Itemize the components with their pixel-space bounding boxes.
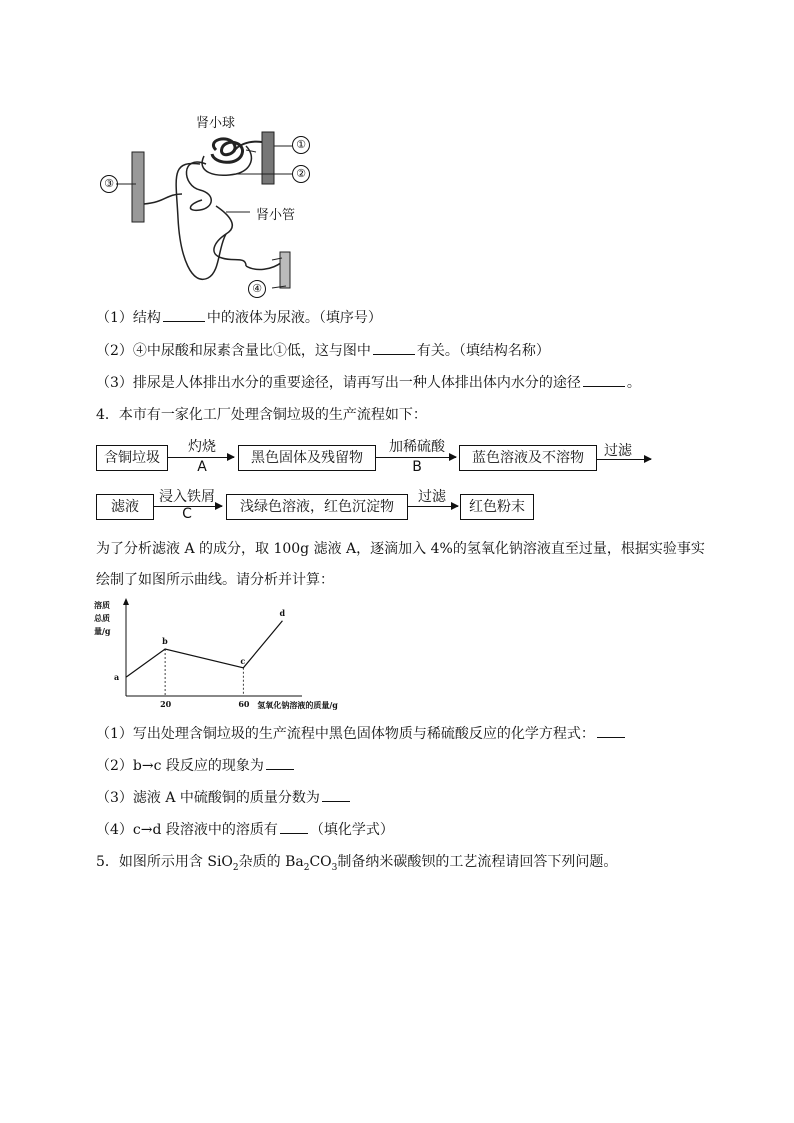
chart-point-label: b: [162, 636, 168, 646]
flow-box-green-solution: 浅绿色溶液，红色沉淀物: [226, 494, 408, 520]
q3-item-3-post: 。: [626, 375, 641, 391]
flow-box-red-powder: 红色粉末: [460, 494, 534, 520]
tubule-label: 肾小管: [256, 208, 296, 223]
q5-text-1: 5．如图所示用含 SiO: [96, 854, 233, 870]
answer-blank[interactable]: [280, 821, 308, 834]
q3-item-2: [96, 342, 550, 360]
flow-box-copper-waste: 含铜垃圾: [96, 445, 168, 471]
chart-point-label: d: [279, 607, 286, 618]
q4-intro-2: 绘制了如图所示曲线。请分析并计算：: [96, 572, 334, 588]
chart-ylabel: [94, 600, 111, 636]
nephron-diagram: [96, 108, 336, 298]
q3-item-1: [96, 309, 382, 327]
q3-item-2-pre: （2）④中尿酸和尿素含量比①低，这与图中: [96, 343, 371, 359]
flow-box-black-solid: 黑色固体及残留物: [238, 445, 376, 471]
marker-2: ②: [292, 165, 310, 183]
q5-sub-2: 2: [303, 862, 310, 873]
q3-item-1-post: 中的液体为尿液。（填序号）: [206, 310, 382, 326]
chart-svg: [92, 596, 338, 714]
flow-step-c: 浸入铁屑: [159, 489, 215, 505]
flow-step-a-letter: A: [197, 459, 207, 475]
marker-1: ①: [292, 136, 310, 154]
answer-blank[interactable]: [583, 374, 625, 387]
flow-arrow: [168, 457, 234, 458]
chart-axes: [123, 598, 302, 696]
chart-series-line: [126, 621, 282, 677]
chart-ylabel-line: 溶质: [94, 600, 110, 610]
chart-x-tick-label: 20: [160, 699, 172, 709]
q5-text-3: CO: [309, 854, 332, 870]
chart-point-label: a: [114, 672, 120, 683]
flow-step-c-letter: C: [182, 506, 192, 522]
answer-blank[interactable]: [322, 789, 350, 802]
q4-item-2-text: （2）b→c 段反应的现象为: [96, 758, 264, 774]
q4-item-3-text: （3）滤液 A 中硫酸铜的质量分数为: [96, 790, 320, 806]
flow-arrow: [408, 506, 458, 507]
flow-arrow: [597, 459, 651, 460]
answer-blank[interactable]: [373, 342, 415, 355]
solute-mass-chart: [92, 596, 338, 714]
flow-step-filter-1: 过滤: [604, 443, 632, 459]
flow-step-filter-2: 过滤: [418, 489, 446, 505]
q5-sub-1: 2: [232, 862, 239, 873]
flow-step-a: 灼烧: [188, 439, 216, 455]
q3-item-3-pre: （3）排尿是人体排出水分的重要途径，请再写出一种人体排出体内水分的途径: [96, 375, 581, 391]
chart-point-label: c: [240, 655, 246, 666]
q3-item-3: [96, 374, 641, 392]
q5-text-4: 制备纳米碳酸钡的工艺流程请回答下列问题。: [337, 854, 618, 870]
marker-4: ④: [248, 280, 266, 298]
q5-title: [96, 853, 617, 877]
answer-blank[interactable]: [266, 757, 294, 770]
glomerulus-label: 肾小球: [196, 116, 236, 131]
q4-item-3: [96, 789, 352, 807]
q4-intro-1: 为了分析滤液 A 的成分，取 100g 滤液 A，逐滴加入 4%的氢氧化钠溶液直至过量，根据实验事实: [96, 541, 705, 557]
q4-item-1: [96, 725, 627, 743]
chart-xlabel: 氢氧化钠溶液的质量/g: [257, 700, 338, 710]
flow-step-b-letter: B: [412, 459, 422, 475]
flow-step-b: 加稀硫酸: [389, 439, 445, 455]
q4-title: 4．本市有一家化工厂处理含铜垃圾的生产流程如下：: [96, 407, 427, 423]
q4-item-4-pre: （4）c→d 段溶液中的溶质有: [96, 822, 278, 838]
flow-box-filtrate: 滤液: [96, 494, 154, 520]
chart-ylabel-line: 总质: [94, 613, 110, 623]
q5-sub-3: 3: [331, 862, 338, 873]
flow-arrow: [376, 457, 456, 458]
chart-ylabel-line: 量/g: [94, 626, 111, 636]
marker-3: ③: [100, 175, 118, 193]
flow-box-blue-solution: 蓝色溶液及不溶物: [459, 445, 597, 471]
q4-item-1-text: （1）写出处理含铜垃圾的生产流程中黑色固体物质与稀硫酸反应的化学方程式：: [96, 726, 595, 742]
answer-blank[interactable]: [597, 725, 625, 738]
chart-x-tick-label: 60: [238, 699, 250, 709]
q5-text-2: 杂质的 Ba: [238, 854, 304, 870]
q4-item-4-post: （填化学式）: [309, 822, 394, 838]
q4-item-2: [96, 757, 296, 775]
answer-blank[interactable]: [163, 309, 205, 322]
q4-item-4: [96, 821, 394, 839]
q3-item-2-post: 有关。（填结构名称）: [416, 343, 550, 359]
q3-item-1-pre: （1）结构: [96, 310, 161, 326]
